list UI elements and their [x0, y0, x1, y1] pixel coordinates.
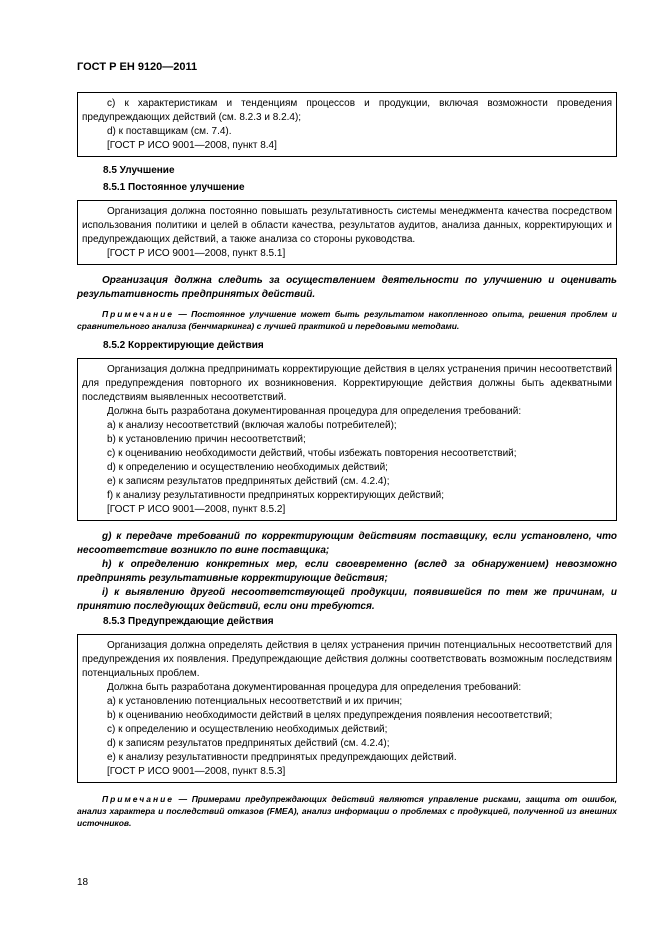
list-item: d) к записям результатов предпринятых действий (см. 4.2.4); [107, 738, 390, 749]
note-text: — Примерами предупреждающих действий являются управление рисками, защита от ошибок, анализ характера и последствий отказов (FMEA), анализ информации о проблемах с продукцией, полученной из внешних источников. [77, 794, 617, 828]
page-number: 18 [77, 877, 89, 888]
note-paragraph [77, 793, 617, 829]
box-reference: [ГОСТ Р ИСО 9001—2008, пункт 8.5.1] [107, 248, 286, 259]
box-line: d) к поставщикам (см. 7.4). [107, 126, 232, 137]
requirement-item: g) к передаче требований по корректирующим действиям поставщику, если установлено, что несоответствие возникло по вине поставщика; [77, 531, 617, 556]
box-line: Должна быть разработана документированная процедура для определения требований: [107, 682, 522, 693]
quoted-box-8-5-2 [77, 358, 617, 521]
box-reference: [ГОСТ Р ИСО 9001—2008, пункт 8.4] [107, 140, 277, 151]
box-reference: [ГОСТ Р ИСО 9001—2008, пункт 8.5.3] [107, 766, 286, 777]
section-heading-8-5-1: 8.5.1 Постоянное улучшение [103, 182, 245, 193]
note-label: Примечание [102, 309, 175, 319]
box-line: Организация должна постоянно повышать результативность системы менеджмента качества посредством использования политики и целей в области качества, результатов аудитов, анализа данных, корректирующих и предупреждающих действий, а также анализа со стороны руководства. [82, 206, 612, 245]
section-heading-8-5-3: 8.5.3 Предупреждающие действия [103, 616, 274, 627]
page-content [77, 92, 617, 829]
requirement-item: i) к выявлению другой несоответствующей продукции, появившейся по тем же причинам, и принятию последующих действий, если они требуются. [77, 587, 617, 612]
requirement-text: Организация должна следить за осуществлением деятельности по улучшению и оценивать результативность предпринятых действий. [77, 275, 617, 300]
note-paragraph [77, 308, 617, 332]
list-item: e) к анализу результативности предпринятых предупреждающих действий. [107, 752, 457, 763]
requirement-item: h) к определению конкретных мер, если своевременно (вслед за обнаружением) невозможно предпринять результативные корректирующие действия; [77, 559, 617, 584]
list-item: e) к записям результатов предпринятых действий (см. 4.2.4); [107, 476, 390, 487]
box-line: c) к характеристикам и тенденциям процессов и продукции, включая возможности проведения предупреждающих действий (см. 8.2.3 и 8.2.4); [82, 98, 612, 123]
list-item: c) к оцениванию необходимости действий, чтобы избежать повторения несоответствий; [107, 448, 517, 459]
box-line: Должна быть разработана документированная процедура для определения требований: [107, 406, 522, 417]
additional-requirements [77, 530, 617, 614]
note-label: Примечание [102, 794, 175, 804]
box-line: Организация должна определять действия в целях устранения причин потенциальных несоответствий для предупреждения их появления. Предупреждающие действия должны соответствовать возможным последствиям потенциальных проблем. [82, 640, 612, 679]
document-header: ГОСТ Р ЕН 9120—2011 [77, 61, 198, 73]
quoted-box-8-4 [77, 92, 617, 157]
list-item: a) к установлению потенциальных несоответствий и их причин; [107, 696, 403, 707]
quoted-box-8-5-3 [77, 634, 617, 783]
list-item: a) к анализу несоответствий (включая жалобы потребителей); [107, 420, 397, 431]
list-item: b) к оцениванию необходимости действий в целях предупреждения появления несоответствий; [107, 710, 553, 721]
section-heading-8-5: 8.5 Улучшение [103, 165, 175, 176]
box-line: Организация должна предпринимать корректирующие действия в целях устранения причин несоответствий для предупреждения повторного их возникновения. Корректирующие действия должны быть адекватными последствиям выявленных несоответствий. [82, 364, 612, 403]
section-heading-8-5-2: 8.5.2 Корректирующие действия [103, 340, 264, 351]
box-reference: [ГОСТ Р ИСО 9001—2008, пункт 8.5.2] [107, 504, 286, 515]
note-text: — Постоянное улучшение может быть результатом накопленного опыта, решения проблем и сравнительного анализа (бенчмаркинга) с лучшей практикой и передовыми методами. [77, 309, 617, 331]
list-item: c) к определению и осуществлению необходимых действий; [107, 724, 388, 735]
list-item: d) к определению и осуществлению необходимых действий; [107, 462, 388, 473]
list-item: b) к установлению причин несоответствий; [107, 434, 306, 445]
list-item: f) к анализу результативности предпринятых корректирующих действий; [107, 490, 445, 501]
quoted-box-8-5-1 [77, 200, 617, 265]
